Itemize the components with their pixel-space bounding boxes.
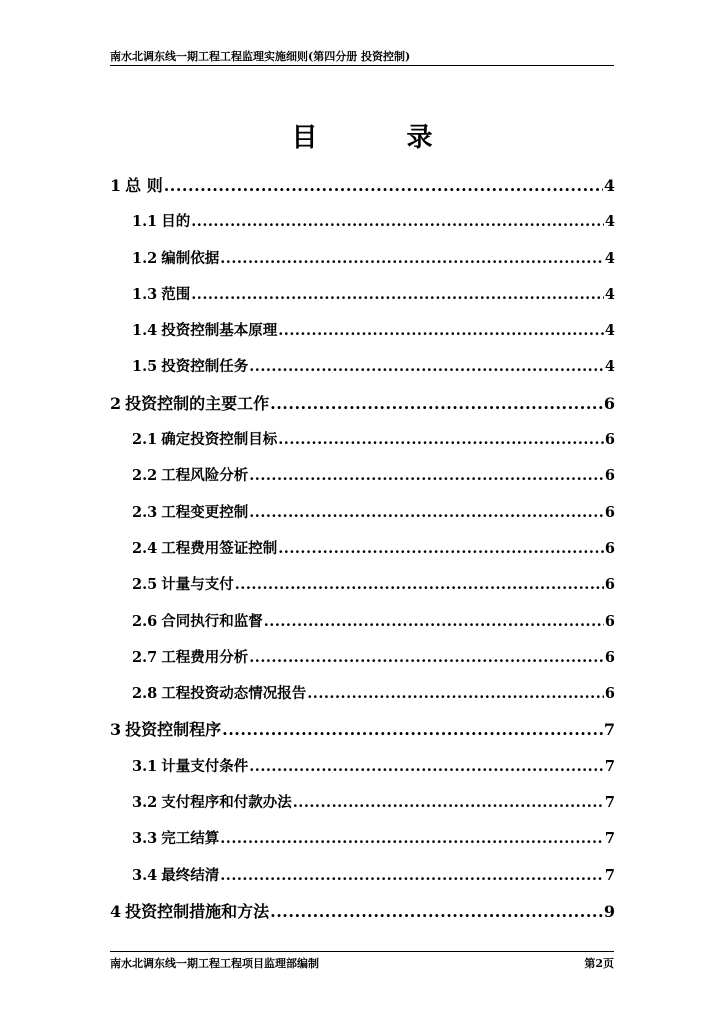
toc-entry[interactable] — [110, 498, 615, 534]
toc-entry[interactable] — [110, 788, 615, 824]
footer-page-number: 第2页 — [584, 957, 614, 970]
toc-entry-title: 投资控制基本原理 — [161, 323, 278, 340]
toc-entry[interactable] — [110, 244, 615, 280]
toc-entry-page-number: 9 — [603, 901, 615, 921]
toc-entry-number: 2.5 — [132, 576, 158, 594]
toc-dot-leader — [191, 207, 604, 237]
toc-dot-leader — [249, 352, 604, 382]
toc-entry[interactable] — [110, 679, 615, 715]
toc-entry-number: 3.4 — [132, 866, 158, 884]
table-of-contents — [110, 171, 615, 933]
toc-entry-page-number: 6 — [604, 467, 615, 485]
page-header-text: 南水北调东线一期工程工程监理实施细则(第四分册 投资控制) — [110, 50, 411, 63]
toc-entry-title: 投资控制程序 — [125, 720, 222, 740]
toc-dot-leader — [293, 788, 604, 818]
toc-entry-number: 1.5 — [132, 358, 158, 376]
toc-entry[interactable] — [110, 643, 615, 679]
toc-dot-leader — [278, 534, 604, 564]
toc-entry-page-number: 6 — [604, 576, 615, 594]
toc-entry-page-number: 6 — [604, 431, 615, 449]
toc-entry-number: 2.7 — [132, 648, 158, 666]
toc-entry-page-number: 4 — [603, 176, 615, 195]
toc-entry-number: 1.1 — [132, 213, 158, 231]
toc-dot-leader — [264, 607, 604, 637]
toc-entry-title: 投资控制任务 — [161, 359, 249, 376]
toc-dot-leader — [220, 861, 604, 891]
toc-entry-title: 最终结清 — [161, 867, 220, 884]
toc-entry-number: 2.4 — [132, 539, 158, 557]
toc-entry-page-number: 4 — [604, 213, 615, 231]
toc-entry[interactable] — [110, 752, 615, 788]
toc-entry-number: 3.3 — [132, 830, 158, 848]
toc-entry[interactable] — [110, 207, 615, 243]
toc-entry-title: 工程变更控制 — [161, 504, 249, 521]
toc-entry-page-number: 4 — [604, 285, 615, 303]
toc-dot-leader — [220, 824, 604, 854]
toc-entry-title: 投资控制措施和方法 — [125, 901, 270, 921]
toc-entry-number: 3 — [110, 720, 122, 740]
toc-dot-leader — [307, 679, 604, 709]
toc-dot-leader — [249, 461, 604, 491]
toc-entry[interactable] — [110, 316, 615, 352]
toc-dot-leader — [222, 715, 603, 745]
toc-entry-number: 1.2 — [132, 249, 158, 267]
toc-entry-number: 2.3 — [132, 503, 158, 521]
toc-entry[interactable] — [110, 461, 615, 497]
toc-entry[interactable] — [110, 425, 615, 461]
toc-dot-leader — [249, 498, 604, 528]
toc-entry-number: 3.2 — [132, 794, 158, 812]
toc-entry-number: 2.2 — [132, 467, 158, 485]
toc-entry-title: 总 则 — [125, 176, 163, 195]
toc-entry-number: 2.6 — [132, 612, 158, 630]
toc-entry-number: 2.8 — [132, 685, 158, 703]
toc-entry[interactable] — [110, 824, 615, 860]
toc-entry[interactable] — [110, 171, 615, 207]
toc-entry-number: 3.1 — [132, 757, 158, 775]
toc-entry-title: 投资控制的主要工作 — [125, 393, 270, 413]
toc-entry[interactable] — [110, 715, 615, 751]
toc-entry-page-number: 4 — [604, 249, 615, 267]
toc-entry-page-number: 4 — [604, 322, 615, 340]
toc-entry-title: 目的 — [161, 214, 191, 231]
footer-editor-text: 南水北调东线一期工程工程项目监理部编制 — [110, 957, 319, 970]
toc-entry-page-number: 7 — [604, 757, 615, 775]
toc-entry-page-number: 4 — [604, 358, 615, 376]
toc-dot-leader — [270, 389, 603, 419]
toc-entry[interactable] — [110, 897, 615, 933]
toc-entry-title: 范围 — [161, 286, 191, 303]
toc-entry-page-number: 7 — [604, 866, 615, 884]
toc-dot-leader — [270, 897, 603, 927]
toc-entry[interactable] — [110, 280, 615, 316]
toc-entry[interactable] — [110, 607, 615, 643]
toc-entry[interactable] — [110, 534, 615, 570]
toc-entry-page-number: 6 — [604, 612, 615, 630]
toc-entry-title: 工程投资动态情况报告 — [161, 686, 307, 703]
toc-entry-title: 计量支付条件 — [161, 758, 249, 775]
toc-entry-page-number: 7 — [604, 794, 615, 812]
toc-entry-title: 完工结算 — [161, 831, 220, 848]
toc-entry-number: 2.1 — [132, 431, 158, 449]
page-header — [110, 50, 614, 66]
toc-entry-title: 支付程序和付款办法 — [161, 795, 292, 812]
toc-entry-number: 1.4 — [132, 322, 158, 340]
toc-entry[interactable] — [110, 861, 615, 897]
toc-entry-title: 工程费用分析 — [161, 649, 249, 666]
toc-entry-number: 1 — [110, 176, 122, 195]
toc-entry-number: 4 — [110, 901, 122, 921]
toc-dot-leader — [249, 643, 604, 673]
toc-dot-leader — [278, 425, 604, 455]
toc-entry-page-number: 6 — [604, 539, 615, 557]
toc-entry-page-number: 7 — [604, 830, 615, 848]
toc-entry-page-number: 6 — [604, 685, 615, 703]
toc-entry-page-number: 6 — [603, 393, 615, 413]
toc-entry-title: 确定投资控制目标 — [161, 432, 278, 449]
toc-entry-title: 工程费用签证控制 — [161, 540, 278, 557]
toc-entry-title: 计量与支付 — [161, 577, 234, 594]
toc-entry-page-number: 7 — [603, 720, 615, 740]
toc-entry-number: 1.3 — [132, 285, 158, 303]
toc-dot-leader — [164, 171, 603, 201]
page-footer — [110, 951, 614, 971]
toc-dot-leader — [249, 752, 604, 782]
toc-dot-leader — [278, 316, 604, 346]
toc-dot-leader — [235, 570, 604, 600]
toc-dot-leader — [191, 280, 604, 310]
toc-entry-page-number: 6 — [604, 503, 615, 521]
toc-entry-title: 合同执行和监督 — [161, 613, 263, 630]
toc-title: 目 录 — [291, 123, 473, 153]
toc-entry[interactable] — [110, 352, 615, 388]
toc-entry-title: 工程风险分析 — [161, 468, 249, 485]
toc-entry-number: 2 — [110, 393, 122, 413]
toc-dot-leader — [220, 244, 604, 274]
toc-entry-page-number: 6 — [604, 648, 615, 666]
toc-entry-title: 编制依据 — [161, 250, 220, 267]
toc-entry[interactable] — [110, 389, 615, 425]
toc-entry[interactable] — [110, 570, 615, 606]
